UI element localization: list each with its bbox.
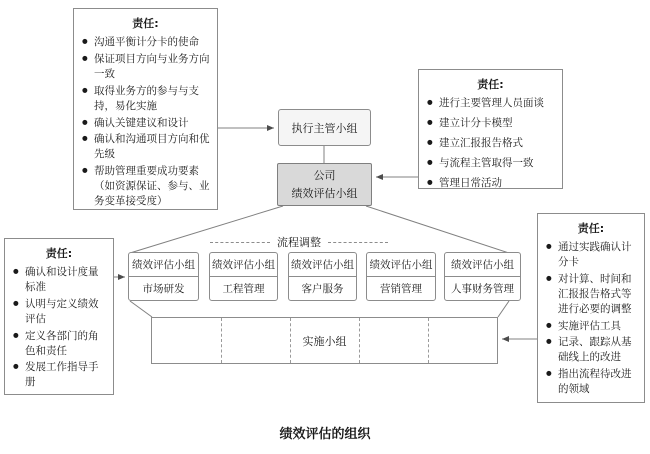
responsibility-box-left bbox=[4, 238, 114, 395]
node-label-line1: 公司 bbox=[313, 169, 336, 183]
node-executive-supervisor-group bbox=[278, 109, 371, 146]
responsibility-box-top-left bbox=[73, 8, 218, 210]
list-item: ● 管理日常活动 bbox=[426, 176, 555, 191]
list-item: ● 保证项目方向与业务方向一致 bbox=[81, 52, 210, 82]
node-implementation-group bbox=[151, 317, 498, 364]
dashed-line-left bbox=[210, 242, 270, 243]
responsibility-box-right bbox=[537, 213, 645, 403]
list-item: ● 建立计分卡模型 bbox=[426, 116, 555, 131]
list-item: ● 发展工作指导手册 bbox=[12, 360, 106, 390]
dept-name-label: 营销管理 bbox=[367, 276, 435, 300]
list-item: ● 与流程主管取得一致 bbox=[426, 156, 555, 171]
list-item: ● 记录、跟踪从基础线上的改进 bbox=[545, 335, 637, 365]
list-item: ● 确认关键建议和设计 bbox=[81, 116, 210, 131]
list-item: ● 建立汇报报告格式 bbox=[426, 136, 555, 151]
dept-box-market-rd bbox=[128, 252, 199, 301]
dept-name-label: 市场研发 bbox=[129, 276, 198, 300]
node-label: 执行主管小组 bbox=[291, 121, 358, 135]
dept-team-label: 绩效评估小组 bbox=[369, 259, 433, 271]
responsibility-heading: 责任: bbox=[577, 222, 605, 235]
list-item: ● 通过实践确认计分卡 bbox=[545, 240, 637, 270]
dashed-divider bbox=[428, 318, 429, 363]
responsibility-heading: 责任: bbox=[132, 17, 159, 30]
dept-name-label: 工程管理 bbox=[210, 276, 277, 300]
dashed-divider bbox=[290, 318, 291, 363]
list-item: ● 定义各部门的角色和责任 bbox=[12, 329, 106, 359]
node-label-line2: 绩效评估小组 bbox=[291, 186, 358, 200]
dept-team-label: 绩效评估小组 bbox=[132, 259, 195, 271]
dept-team-label: 绩效评估小组 bbox=[212, 259, 275, 271]
dept-box-customer-service bbox=[288, 252, 357, 301]
list-item: ● 取得业务方的参与与支持，易化实施 bbox=[81, 84, 210, 114]
list-item: ● 认明与定义绩效评估 bbox=[12, 297, 106, 327]
process-adjust-text: 流程调整 bbox=[277, 236, 321, 249]
dept-box-engineering bbox=[209, 252, 278, 301]
diagram-title: 绩效评估的组织 bbox=[279, 427, 371, 442]
dashed-divider bbox=[359, 318, 360, 363]
list-item: ● 指出流程待改进的领域 bbox=[545, 367, 637, 397]
responsibility-list bbox=[81, 35, 210, 209]
responsibility-box-top-right bbox=[418, 69, 563, 189]
dept-box-marketing bbox=[366, 252, 436, 301]
dept-box-hr-finance bbox=[444, 252, 521, 301]
dept-team-label: 绩效评估小组 bbox=[451, 259, 514, 271]
list-item: ● 对计算、时间和汇报报告格式等进行必要的调整 bbox=[545, 272, 637, 317]
responsibility-list bbox=[545, 240, 637, 397]
list-item: ● 确认和设计度量标准 bbox=[12, 265, 106, 295]
list-item: ● 沟通平衡计分卡的使命 bbox=[81, 35, 210, 50]
list-item: ● 帮助管理重要成功要素（如资源保证、参与、业务变革接受度） bbox=[81, 164, 210, 209]
dept-team-label: 绩效评估小组 bbox=[291, 259, 354, 271]
dept-name-label: 人事财务管理 bbox=[445, 276, 520, 300]
list-item: ● 进行主要管理人员面谈 bbox=[426, 96, 555, 111]
dept-name-label: 客户服务 bbox=[289, 276, 356, 300]
dashed-line-right bbox=[328, 242, 388, 243]
responsibility-list bbox=[426, 96, 555, 191]
responsibility-list bbox=[12, 265, 106, 390]
list-item: ● 实施评估工具 bbox=[545, 319, 637, 334]
responsibility-heading: 责任: bbox=[45, 247, 73, 260]
node-company-performance-group bbox=[277, 163, 372, 206]
list-item: ● 确认和沟通项目方向和优先级 bbox=[81, 132, 210, 162]
node-label: 实施小组 bbox=[302, 334, 347, 348]
responsibility-heading: 责任: bbox=[477, 78, 504, 91]
process-adjust-label bbox=[210, 234, 388, 250]
dashed-divider bbox=[221, 318, 222, 363]
